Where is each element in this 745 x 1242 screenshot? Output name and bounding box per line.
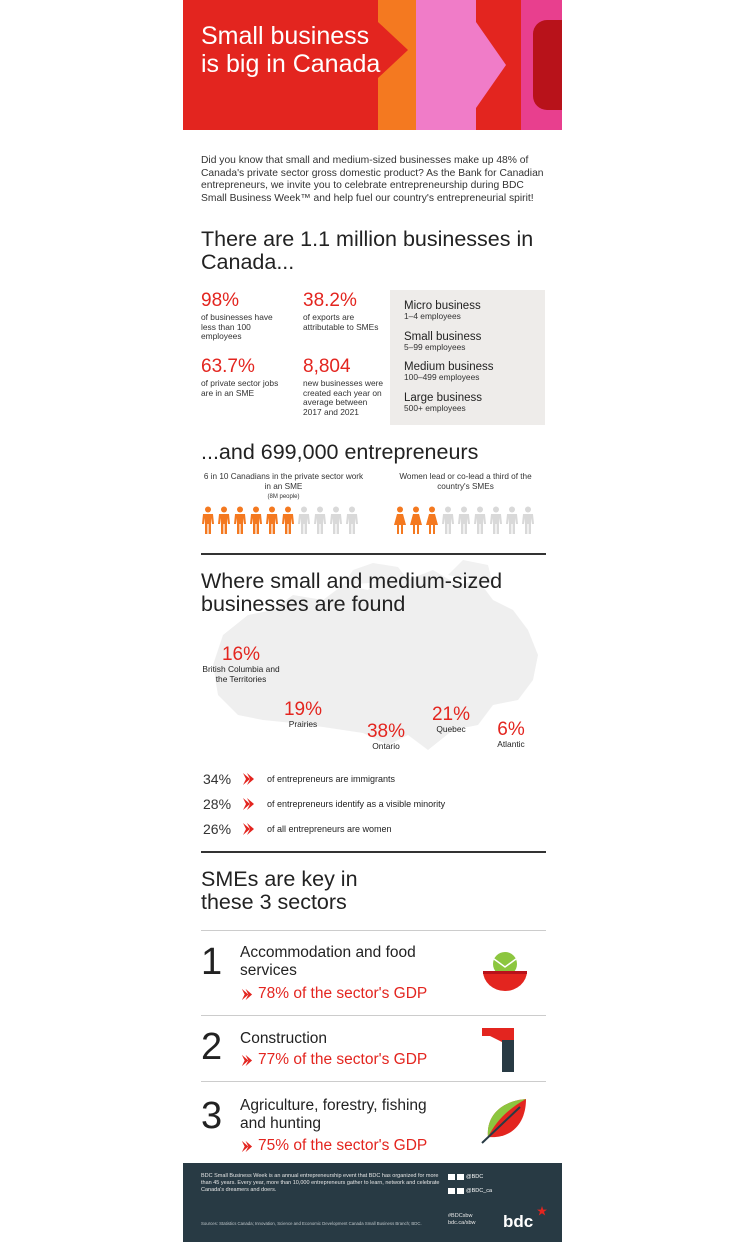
region-percent: 38%	[366, 721, 406, 742]
website-link[interactable]: bdc.ca/sbw	[448, 1220, 476, 1226]
footer-links	[448, 1213, 476, 1227]
person-highlighted-icon	[201, 506, 215, 534]
woman-highlighted-icon	[409, 506, 423, 534]
woman-highlighted-icon	[393, 506, 407, 534]
size-employees: 500+ employees	[404, 402, 466, 413]
sector-gdp	[240, 1051, 427, 1069]
sector-name: Accommodation and food services	[240, 944, 416, 979]
size-medium	[404, 361, 531, 383]
stat-description: of private sector jobs are in an SME	[201, 378, 279, 398]
sector-rank: 3	[201, 1095, 223, 1137]
person-highlighted-icon	[249, 506, 263, 534]
person-icon	[521, 506, 535, 534]
region-label: Quebec	[436, 724, 466, 734]
region-label: Ontario	[372, 741, 400, 751]
hero-title: Small business is big in Canada	[201, 22, 381, 78]
person-highlighted-icon	[265, 506, 279, 534]
sector-gdp-text: 77% of the sector's GDP	[258, 1051, 428, 1068]
size-small	[404, 331, 531, 353]
sector-name: Agriculture, forestry, fishing and hunting	[240, 1097, 427, 1132]
person-icon	[505, 506, 519, 534]
demographic-women	[203, 821, 392, 837]
size-name: Micro business	[404, 300, 481, 312]
demographic-percent: 28%	[203, 796, 232, 812]
red-arrow-icon	[241, 797, 255, 811]
sector-rank: 2	[201, 1026, 223, 1068]
stat-number: 63.7%	[201, 356, 255, 377]
sector-gdp	[240, 985, 427, 1003]
footer	[183, 1163, 562, 1242]
size-micro	[404, 300, 531, 322]
stat-description: new businesses were created each year on average between 2017 and 2021	[303, 378, 384, 417]
person-icon	[441, 506, 455, 534]
size-name: Medium business	[404, 361, 494, 373]
red-arrow-icon	[240, 1140, 253, 1153]
sector-divider	[201, 1015, 546, 1016]
demographic-percent: 34%	[203, 771, 232, 787]
size-employees: 5–99 employees	[404, 341, 466, 352]
red-arrow-icon	[240, 988, 253, 1001]
person-highlighted-icon	[217, 506, 231, 534]
maple-star-icon	[537, 1206, 547, 1216]
stat-number: 98%	[201, 290, 240, 311]
region-label: Prairies	[288, 719, 318, 729]
red-arrow-icon	[240, 1054, 253, 1067]
demographic-text: of all entrepreneurs are women	[267, 824, 392, 834]
stat-number: 8,804	[303, 356, 351, 377]
size-large	[404, 392, 531, 414]
region-percent: 6%	[497, 719, 525, 740]
person-icon	[329, 506, 343, 534]
sme-workers-caption	[201, 472, 366, 502]
sme-workers-pictogram	[201, 506, 359, 534]
size-employees: 1–4 employees	[404, 311, 461, 321]
sector-gdp	[240, 1137, 427, 1155]
bdc-logo: bdc	[503, 1212, 534, 1231]
sector-name: Construction	[240, 1030, 328, 1047]
footer-description: BDC Small Business Week is an annual entrepreneurship event that BDC has organized for more than 45 years. Every year, more than 10,000 entrepreneurs gather to learn, network and celebrate Canada's dreamers and doers.	[201, 1173, 440, 1193]
sector-gdp-text: 75% of the sector's GDP	[258, 1137, 428, 1154]
infographic	[183, 0, 562, 1242]
person-highlighted-icon	[281, 506, 295, 534]
demographic-visible-minority	[203, 796, 445, 812]
demographic-percent: 26%	[203, 821, 232, 837]
region-quebec	[426, 705, 476, 735]
size-name: Small business	[404, 330, 482, 343]
twitter-icon	[448, 1174, 455, 1180]
demographic-text: of entrepreneurs identify as a visible minority	[267, 799, 446, 809]
stat-exports	[303, 290, 383, 332]
region-atlantic	[488, 720, 534, 750]
facebook-icon	[457, 1174, 464, 1180]
hashtag: #BDCsbw	[448, 1213, 473, 1219]
sector-rank: 1	[201, 941, 223, 983]
salad-bowl-icon	[480, 947, 530, 997]
footer-sources: Sources: Statistics Canada; Innovation, Science and Economic Development Canada Small Business Branch; BDC.	[201, 1221, 422, 1226]
sme-workers-sub: (8M people)	[267, 494, 300, 500]
section-divider	[201, 851, 546, 853]
social-handle-text: @BDC_ca	[466, 1188, 493, 1194]
hammer-icon	[480, 1022, 530, 1072]
hero-banner	[183, 0, 562, 130]
instagram-icon	[457, 1188, 464, 1194]
person-icon	[457, 506, 471, 534]
person-icon	[313, 506, 327, 534]
women-leaders-pictogram	[393, 506, 535, 534]
region-percent: 19%	[283, 699, 323, 720]
stat-businesses-under-100	[201, 290, 281, 342]
businesses-heading: There are 1.1 million businesses in Canada...	[201, 227, 534, 274]
person-icon	[473, 506, 487, 534]
woman-highlighted-icon	[425, 506, 439, 534]
sectors-heading: SMEs are key in these 3 sectors	[201, 867, 358, 914]
region-label: British Columbia and the Territories	[202, 664, 280, 684]
size-name: Large business	[404, 391, 482, 404]
region-label: Atlantic	[497, 739, 525, 749]
demographic-immigrants	[203, 771, 395, 787]
region-prairies	[278, 700, 328, 730]
stat-description: of businesses have less than 100 employees	[201, 312, 273, 342]
stat-number: 38.2%	[303, 290, 357, 311]
person-highlighted-icon	[233, 506, 247, 534]
red-arrow-icon	[241, 772, 255, 786]
leaf-icon	[480, 1095, 530, 1145]
social-handle-text: @BDC	[466, 1174, 484, 1180]
social-handle-2[interactable]	[448, 1188, 492, 1194]
linkedin-icon	[448, 1188, 455, 1194]
person-icon	[297, 506, 311, 534]
region-ontario	[361, 722, 411, 752]
demographic-text: of entrepreneurs are immigrants	[267, 774, 396, 784]
sector-divider	[201, 930, 546, 931]
person-icon	[345, 506, 359, 534]
region-bc-territories	[201, 645, 281, 684]
regions-heading: Where small and medium-sized businesses are found	[201, 569, 503, 616]
size-employees: 100–499 employees	[404, 372, 480, 382]
entrepreneurs-heading: ...and 699,000 entrepreneurs	[201, 440, 479, 464]
person-icon	[489, 506, 503, 534]
stat-private-jobs	[201, 356, 287, 398]
social-handle-1[interactable]	[448, 1174, 483, 1180]
sector-divider	[201, 1081, 546, 1082]
women-leaders-caption: Women lead or co-lead a third of the country's SMEs	[399, 472, 532, 491]
sector-gdp-text: 78% of the sector's GDP	[258, 985, 428, 1002]
sme-workers-text: 6 in 10 Canadians in the private sector work in an SME	[203, 472, 364, 491]
red-arrow-icon	[241, 822, 255, 836]
intro-paragraph: Did you know that small and medium-sized businesses make up 48% of Canada's private sector gross domestic product? As the Bank for Canadian entrepreneurs, we invite you to celebrate entrepreneurship during BDC Small Business Week™ and help fuel our country's entrepreneurial spirit!	[201, 155, 544, 204]
stat-description: of exports are attributable to SMEs	[303, 312, 379, 332]
business-size-legend	[390, 290, 545, 425]
region-percent: 21%	[431, 704, 471, 725]
hero-chevron-graphic	[378, 0, 562, 130]
stat-new-businesses	[303, 356, 385, 417]
region-percent: 16%	[221, 644, 261, 665]
